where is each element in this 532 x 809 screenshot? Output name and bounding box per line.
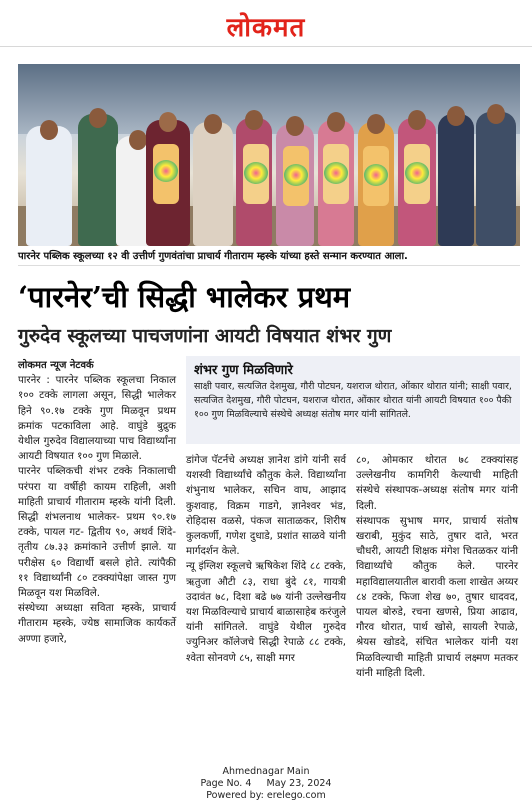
photo-head: [129, 130, 147, 150]
edition-name: Ahmednagar Main: [222, 766, 310, 777]
photo-bouquet: [244, 162, 268, 184]
lokmat-logo[interactable]: लोकमत: [226, 13, 306, 43]
photo-head: [40, 120, 58, 140]
paragraph: डांगेज पॅटर्नचे अध्यक्ष ज्ञानेश डांगे यांनी सर्व यशस्वी विद्यार्थ्यांचे कौतुक केले. विद्यार्थ्यांना शंभुनाथ भालेकर, सचिन वाघ, आझाद कुशवाह, विक्रम गाडगे, ज्ञानेश्वर भंड, रोहिदास वळसे, पंकज साताळकर, शिरीष कुलकर्णी, गणेश दुधाडे, प्रशांत साळवे यांनी मार्गदर्शन केले.: [186, 455, 346, 558]
highlight-box: [186, 356, 520, 444]
photo-person: [26, 126, 72, 246]
photo-person: [78, 114, 118, 246]
article-column-1: [18, 358, 176, 647]
photo-head: [487, 104, 505, 124]
paragraph: पारनेर : पारनेर पब्लिक स्कूलचा निकाल १०० टक्के लागला असून, सिद्धी भालेकर हिने ९०.१७ टक्के गुण मिळवून प्रथम क्रमांक पटकाविला आहे. वाघुंडे बुद्रुक येथील गुरुदेव विद्यालयाच्या पाच विद्यार्थ्यांना आयटी विषयात १०० गुण मिळाले.: [18, 375, 176, 463]
article-column-3: [356, 453, 518, 681]
byline: लोकमत न्यूज नेटवर्क: [18, 360, 94, 371]
photo-caption: पारनेर पब्लिक स्कूलच्या १२ वी उत्तीर्ण गुणवंतांचा प्राचार्य गीताराम म्हस्के यांच्या हस्ते सन्मान करण्यात आला.: [18, 248, 520, 266]
page-gap: [254, 778, 263, 789]
photo-head: [408, 110, 426, 130]
photo-head: [159, 112, 177, 132]
photo-head: [327, 112, 345, 132]
page-footer: [0, 766, 532, 802]
photo-head: [245, 110, 263, 130]
article-subheadline: गुरुदेव स्कूलच्या पाचजणांना आयटी विषयात शंभर गुण: [18, 325, 392, 347]
page-number: Page No. 4: [200, 778, 252, 789]
highlight-box-text: साक्षी पवार, सत्यजित देशमुख, गौरी पोटघन, यशराज थोरात, ओंकार थोरात यांनी; साक्षी पवार, सत्यजित देशमुख, गौरी पोटघन, यशराज थोरात, ओंकार थोरात यांनी आयटी विषयात १०० पैकी १०० गुण मिळविल्याचे संस्थेचे अध्यक्ष संतोष मगर यांनी सांगितले.: [194, 381, 512, 420]
news-photo[interactable]: [18, 64, 520, 246]
article-column-2: [186, 453, 346, 666]
photo-head: [286, 116, 304, 136]
photo-person: [193, 122, 233, 246]
photo-bouquet: [405, 162, 429, 184]
highlight-box-title: शंभर गुण मिळविणारे: [194, 363, 293, 378]
photo-head: [447, 106, 465, 126]
powered-by-link[interactable]: Powered by: erelego.com: [206, 790, 326, 801]
photo-bouquet: [284, 164, 308, 186]
masthead: [0, 8, 532, 44]
photo-head: [367, 114, 385, 134]
paragraph: संस्थेच्या अध्यक्षा सविता म्हस्के, प्राचार्य गीताराम म्हस्के, ज्येष्ठ सामाजिक कार्यकर्ते अण्णा हजारे,: [18, 603, 176, 645]
paragraph: संस्थापक सुभाष मगर, प्राचार्य संतोष खराबी, मुकुंद साठे, तुषार दाते, भरत चौधरी, आयटी शिक्षक मंगेश चितळकर यांनी विद्यार्थ्यांचे कौतुक केले. पारनेर महाविद्यालयातील बारावी कला शाखेत अय्यर ८४ टक्के, फिजा शेख ७०, तुषार धादवद, पायल बोरुडे, रचना खणसे, प्रिया आढाव, गौरव थोरात, पार्थ खोसे, सायली रेपाळे, श्रेयस खोडदे, संचित भालेकर यांनी यश मिळविल्याची माहिती प्राचार्य लक्ष्मण मतकर यांनी माहिती दिली.: [356, 515, 518, 679]
photo-bouquet: [324, 162, 348, 184]
paragraph: पारनेर पब्लिकची शंभर टक्के निकालाची परंपरा या वर्षीही कायम राहिली, अशी माहिती प्राचार्य गीताराम म्हस्के यांनी दिली. सिद्धी शंभलनाथ भालेकर- प्रथम ९०.१७ टक्के, पायल गट- द्वितीय ९०, अथर्व शिंदे- तृतीय ८७.३३ क्रमांकाने उत्तीर्ण झाले. या परीक्षेस ६० विद्यार्थी बसले होते. त्यांपैकी ११ विद्यार्थ्यांनी ८० टक्क्यांपेक्षा जास्त गुण मिळवून यश मिळविले.: [18, 466, 176, 600]
photo-bouquet: [364, 164, 388, 186]
photo-head: [89, 108, 107, 128]
paragraph: न्यू इंग्लिश स्कूलचे ऋषिकेश शिंदे ८८ टक्के, ऋतुजा औटी ८३, राधा बुंदे ८१, गायत्री उदावंत ७८, दिशा बढे ७७ यांनी उल्लेखनीय यश मिळविल्याचे प्राचार्य बाळासाहेब करंजुले यांनी सांगितले. वाघुंडे येथील गुरुदेव ज्युनिअर कॉलेजचे सिद्धी रेपाळे ८८ टक्के, श्वेता सोनवणे ८५, साक्षी मगर: [186, 561, 346, 664]
masthead-divider: [0, 46, 532, 47]
edition-date: May 23, 2024: [266, 778, 332, 789]
page-info: [0, 778, 532, 790]
photo-person: [438, 114, 474, 246]
photo-head: [204, 114, 222, 134]
article-headline: ‘पारनेर’ची सिद्धी भालेकर प्रथम: [18, 280, 351, 314]
paragraph: ८०, ओमकार थोरात ७८ टक्क्यांसह उल्लेखनीय कामगिरी केल्याची माहिती संस्थेचे संस्थापक-अध्यक्ष संतोष मगर यांनी दिली.: [356, 455, 518, 512]
photo-bouquet: [154, 160, 178, 182]
photo-person: [476, 112, 516, 246]
